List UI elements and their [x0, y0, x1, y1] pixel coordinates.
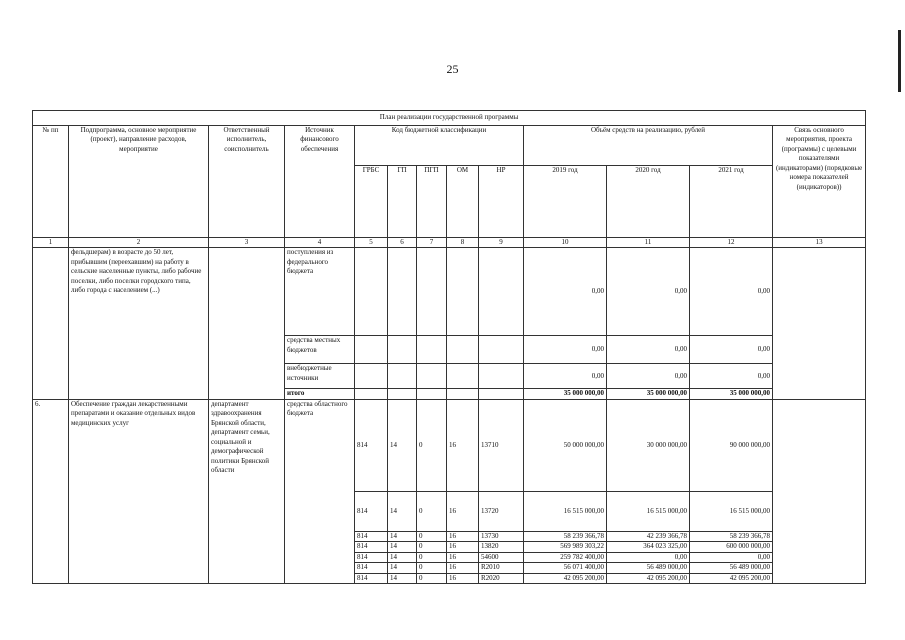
value-2020: 42 095 200,00 [607, 573, 690, 583]
value-2021: 0,00 [690, 336, 773, 364]
nr-cell: R2020 [479, 573, 524, 583]
value-2020: 0,00 [607, 364, 690, 389]
grbs-cell: 814 [355, 491, 388, 531]
header-link: Связь основного мероприятия, проекта (программы) с целевыми показателями (индикаторами) (порядковые номера показателей (индикаторов)) [773, 126, 866, 238]
col-number: 9 [479, 238, 524, 248]
col-number: 2 [69, 238, 209, 248]
value-2019: 50 000 000,00 [524, 399, 607, 491]
col-number: 10 [524, 238, 607, 248]
value-2019: 16 515 000,00 [524, 491, 607, 531]
program-plan-table [32, 110, 866, 584]
measure-text: Обеспечение граждан лекарственными препаратами и оказание отдельных видов медицинских услуг [69, 399, 209, 583]
om-cell: 16 [447, 552, 479, 562]
link-cell [773, 399, 866, 583]
nr-cell: 13720 [479, 491, 524, 531]
gp-cell: 14 [388, 491, 417, 531]
row-num-cell [33, 248, 69, 399]
gp-cell: 14 [388, 542, 417, 552]
value-2021: 16 515 000,00 [690, 491, 773, 531]
total-2019: 35 000 000,00 [524, 389, 607, 399]
nr-cell: 13820 [479, 542, 524, 552]
gp-cell: 14 [388, 531, 417, 541]
pgp-cell: 0 [417, 552, 447, 562]
col-number: 1 [33, 238, 69, 248]
table-title: План реализации государственной программы [33, 111, 866, 126]
col-number: 4 [285, 238, 355, 248]
value-2021: 0,00 [690, 248, 773, 336]
value-2021: 42 095 200,00 [690, 573, 773, 583]
value-2021: 0,00 [690, 552, 773, 562]
header-executor: Ответственный исполнитель, соисполнитель [209, 126, 285, 238]
source-cell: внебюджетные источники [285, 364, 355, 389]
value-2020: 0,00 [607, 336, 690, 364]
col-number: 13 [773, 238, 866, 248]
total-label: итого [285, 389, 355, 399]
grbs-cell: 814 [355, 563, 388, 573]
gp-cell: 14 [388, 573, 417, 583]
header-2019: 2019 год [524, 166, 607, 238]
page-number: 25 [446, 62, 459, 76]
header-om: ОМ [447, 166, 479, 238]
col-number: 6 [388, 238, 417, 248]
executor-cell [209, 248, 285, 399]
grbs-cell: 814 [355, 399, 388, 491]
grbs-cell: 814 [355, 552, 388, 562]
measure-text: фельдшерам) в возрасте до 50 лет, прибывшим (переехавшим) на работу в сельские населенные пункты, либо рабочие поселки, либо поселки городского типа, либо города с населением (...) [69, 248, 209, 399]
value-2021: 600 000 000,00 [690, 542, 773, 552]
total-2021: 35 000 000,00 [690, 389, 773, 399]
header-gp: ГП [388, 166, 417, 238]
nr-cell: 54600 [479, 552, 524, 562]
col-number: 5 [355, 238, 388, 248]
col-number: 7 [417, 238, 447, 248]
om-cell: 16 [447, 573, 479, 583]
pgp-cell: 0 [417, 399, 447, 491]
header-funding: Объём средств на реализацию, рублей [524, 126, 773, 166]
grbs-cell: 814 [355, 531, 388, 541]
header-nr: НР [479, 166, 524, 238]
link-cell [773, 248, 866, 399]
pgp-cell: 0 [417, 531, 447, 541]
executor-cell: департамент здравоохранения Брянской области, департамент семьи, социальной и демографической политики Брянской области [209, 399, 285, 583]
source-cell: средства областного бюджета [285, 399, 355, 583]
header-grbs: ГРБС [355, 166, 388, 238]
om-cell: 16 [447, 531, 479, 541]
value-2020: 364 023 325,00 [607, 542, 690, 552]
gp-cell: 14 [388, 399, 417, 491]
pgp-cell: 0 [417, 491, 447, 531]
header-num: № пп [33, 126, 69, 238]
nr-cell: 13710 [479, 399, 524, 491]
source-cell: поступления из федерального бюджета [285, 248, 355, 336]
value-2020: 42 239 366,78 [607, 531, 690, 541]
pgp-cell: 0 [417, 563, 447, 573]
value-2019: 259 782 400,00 [524, 552, 607, 562]
header-2020: 2020 год [607, 166, 690, 238]
value-2021: 58 239 366,78 [690, 531, 773, 541]
col-number: 3 [209, 238, 285, 248]
value-2019: 569 989 303,22 [524, 542, 607, 552]
value-2020: 56 489 000,00 [607, 563, 690, 573]
value-2020: 0,00 [607, 552, 690, 562]
value-2019: 0,00 [524, 364, 607, 389]
row-num-cell: 6. [33, 399, 69, 583]
value-2019: 0,00 [524, 336, 607, 364]
value-2021: 90 000 000,00 [690, 399, 773, 491]
source-cell: средства местных бюджетов [285, 336, 355, 364]
pgp-cell: 0 [417, 542, 447, 552]
value-2019: 56 071 400,00 [524, 563, 607, 573]
value-2019: 42 095 200,00 [524, 573, 607, 583]
value-2020: 16 515 000,00 [607, 491, 690, 531]
value-2019: 0,00 [524, 248, 607, 336]
col-number: 8 [447, 238, 479, 248]
header-2021: 2021 год [690, 166, 773, 238]
grbs-cell: 814 [355, 573, 388, 583]
value-2021: 56 489 000,00 [690, 563, 773, 573]
value-2020: 30 000 000,00 [607, 399, 690, 491]
gp-cell: 14 [388, 563, 417, 573]
nr-cell: 13730 [479, 531, 524, 541]
header-pgp: ПГП [417, 166, 447, 238]
gp-cell: 14 [388, 552, 417, 562]
header-program: Подпрограмма, основное мероприятие (проект), направление расходов, мероприятие [69, 126, 209, 238]
value-2019: 58 239 366,78 [524, 531, 607, 541]
grbs-cell: 814 [355, 542, 388, 552]
om-cell: 16 [447, 542, 479, 552]
col-number: 11 [607, 238, 690, 248]
value-2021: 0,00 [690, 364, 773, 389]
header-budget-code: Код бюджетной классификации [355, 126, 524, 166]
om-cell: 16 [447, 491, 479, 531]
nr-cell: R2010 [479, 563, 524, 573]
pgp-cell: 0 [417, 573, 447, 583]
total-2020: 35 000 000,00 [607, 389, 690, 399]
om-cell: 16 [447, 399, 479, 491]
col-number: 12 [690, 238, 773, 248]
edge-mark [898, 30, 901, 92]
om-cell: 16 [447, 563, 479, 573]
value-2020: 0,00 [607, 248, 690, 336]
header-source: Источник финансового обеспечения [285, 126, 355, 238]
